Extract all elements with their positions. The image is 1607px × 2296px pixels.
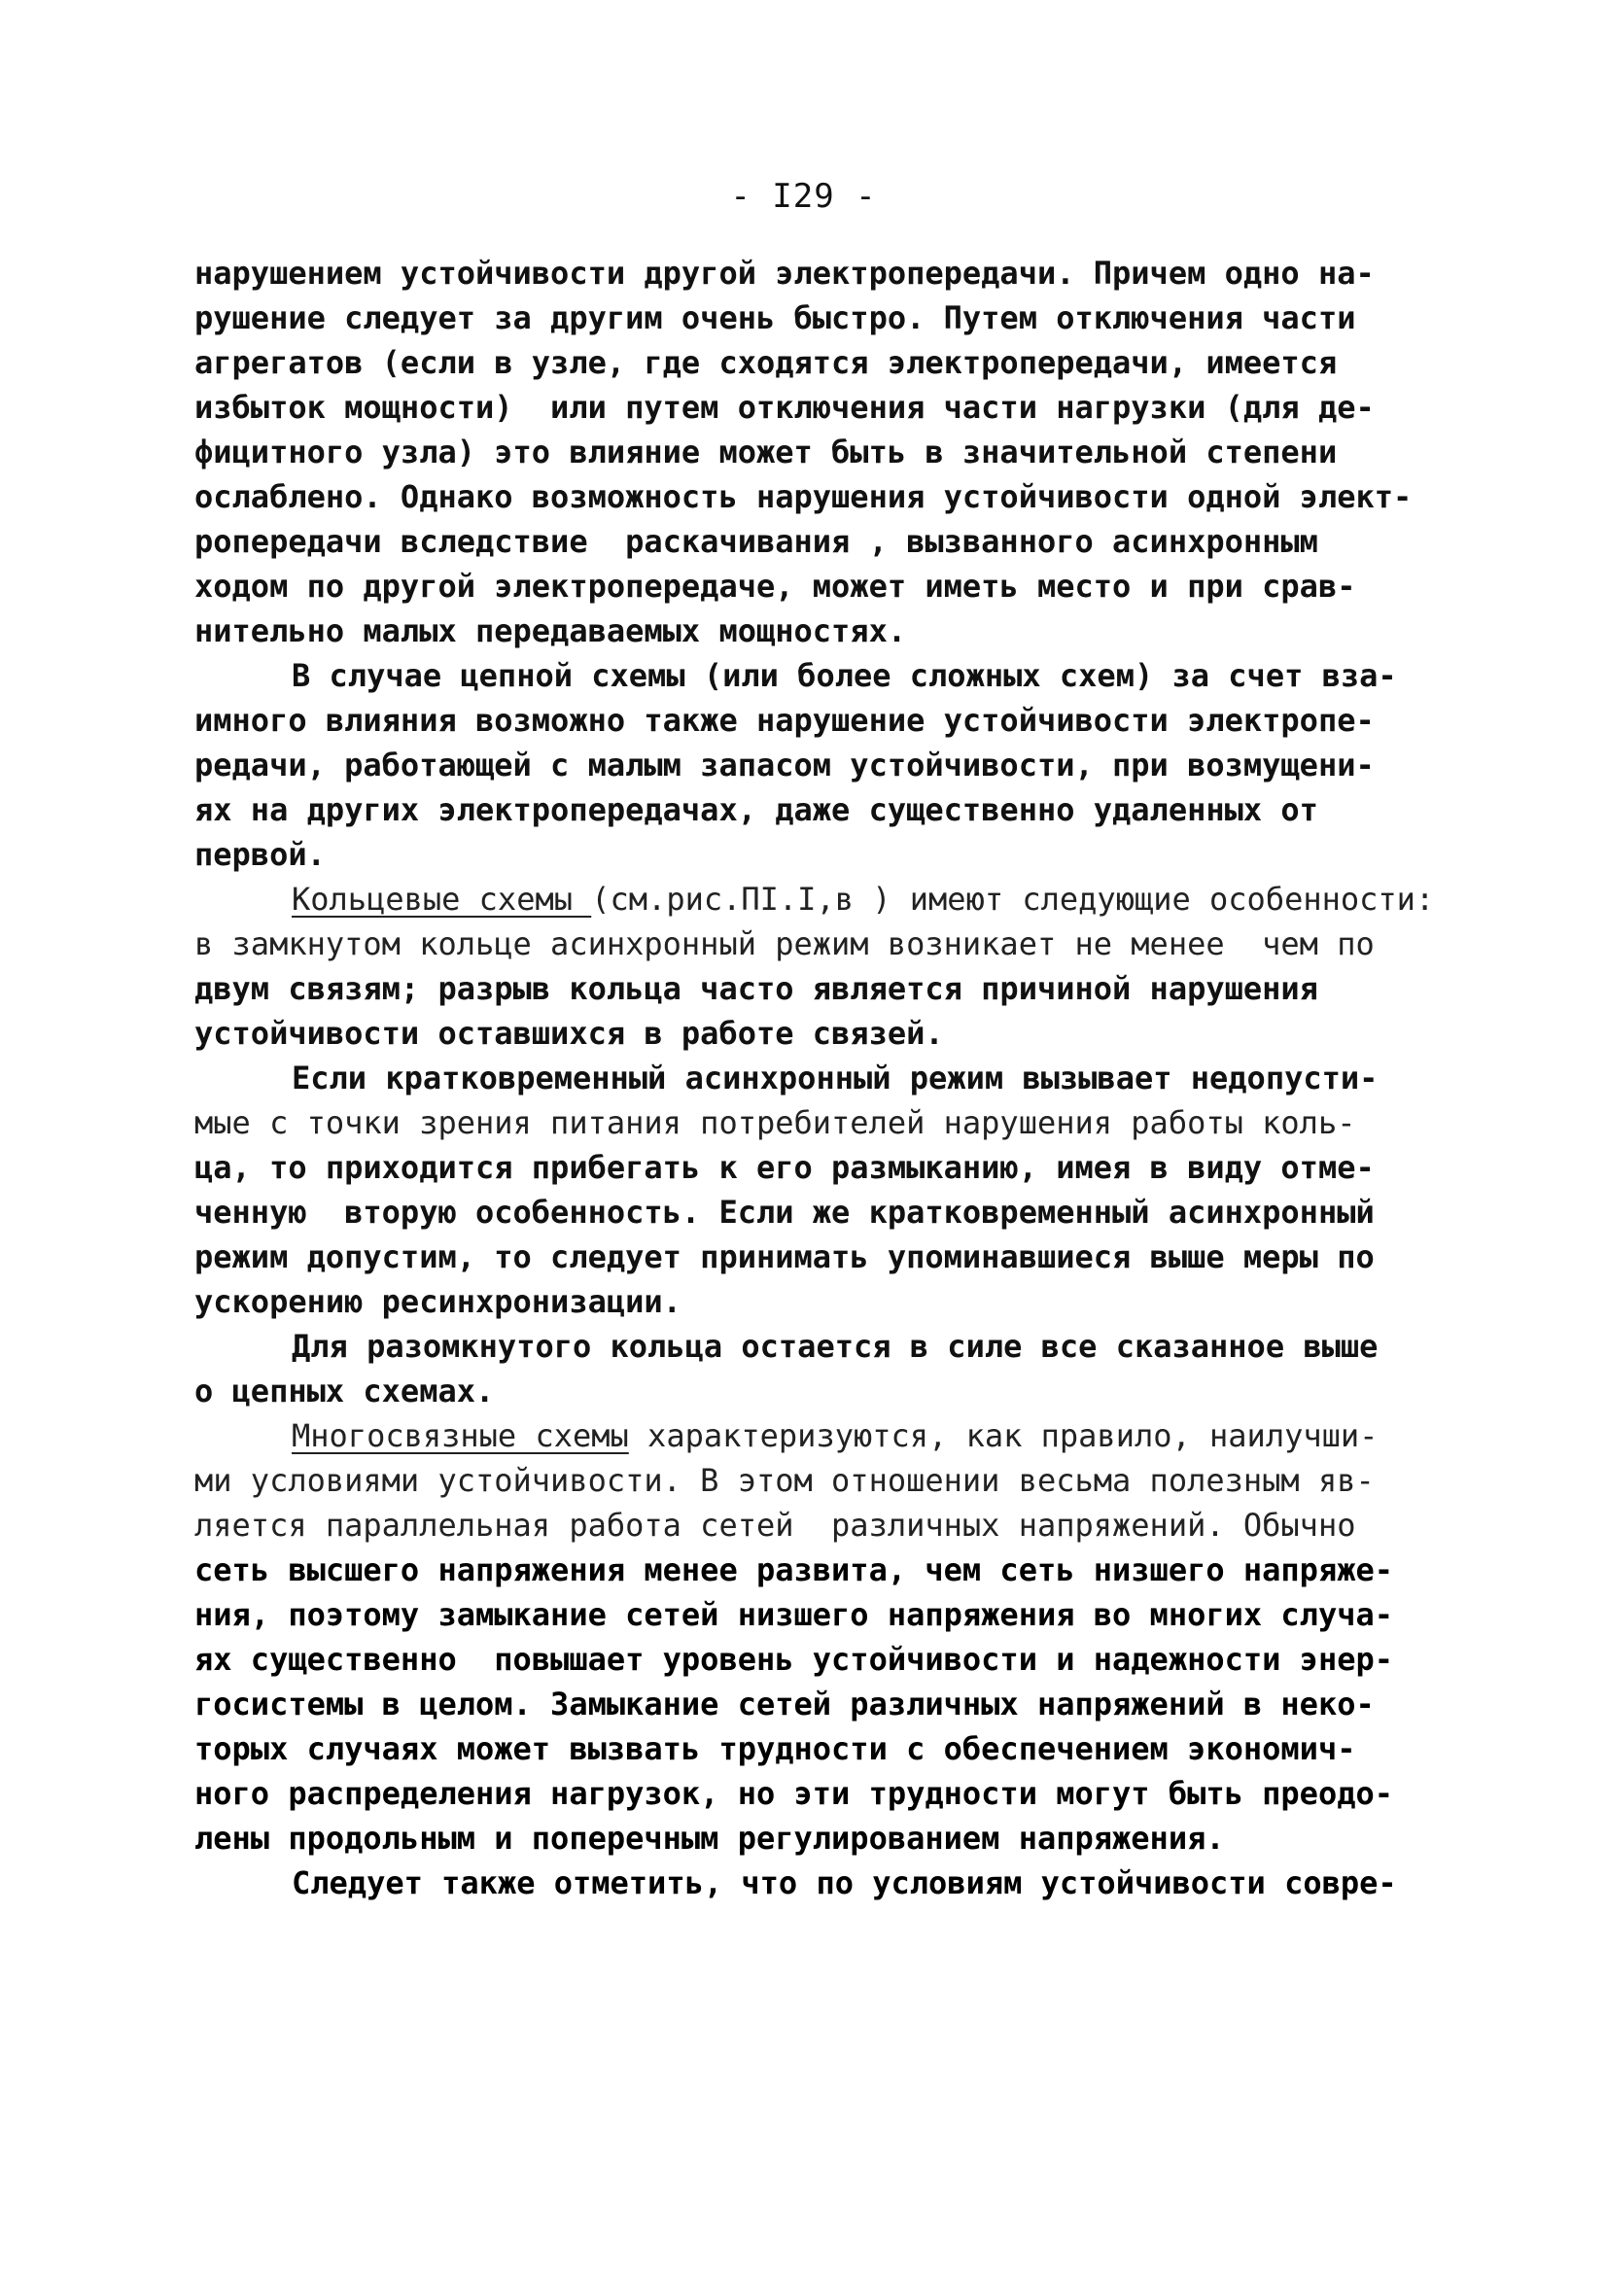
text-line: ченную вторую особенность. Если же кратковременный асинхронный xyxy=(194,1194,1375,1231)
page-number: - I29 - xyxy=(730,177,877,216)
text-line: ускорению ресинхронизации. xyxy=(194,1283,681,1320)
text-line: ослаблено. Однако возможность нарушения устойчивости одной элект- xyxy=(194,478,1413,515)
paragraph-start-line: Если кратковременный асинхронный режим вызывает недопусти- xyxy=(292,1060,1379,1096)
paragraph-start-line xyxy=(194,877,1439,922)
text-segment: характеризуются, как правило, наилучши- xyxy=(628,1417,1379,1454)
text-line: первой. xyxy=(194,836,326,873)
text-line: о цепных схемах. xyxy=(194,1373,495,1409)
ring-schemes-heading: Кольцевые схемы xyxy=(292,881,592,918)
text-line: ца, то приходится прибегать к его размыканию, имея в виду отме- xyxy=(194,1149,1375,1186)
paragraph-start-line: Для разомкнутого кольца остается в силе все сказанное выше xyxy=(292,1328,1379,1365)
text-line: избыток мощности) или путем отключения части нагрузки (для де- xyxy=(194,389,1375,426)
text-line: сеть высшего напряжения менее развита, чем сеть низшего напряже- xyxy=(194,1551,1393,1588)
text-line: ях существенно повышает уровень устойчивости и надежности энер- xyxy=(194,1641,1393,1678)
text-line: устойчивости оставшихся в работе связей. xyxy=(194,1015,944,1052)
text-line: ного распределения нагрузок, но эти трудности могут быть преодо- xyxy=(194,1775,1393,1812)
multi-schemes-heading: Многосвязные схемы xyxy=(292,1417,629,1454)
text-line: агрегатов (если в узле, где сходятся электропередачи, имеется xyxy=(194,344,1338,381)
text-line: фицитного узла) это влияние может быть в значительной степени xyxy=(194,434,1338,470)
text-line: нительно малых передаваемых мощностях. xyxy=(194,612,907,649)
paragraph-start-line: В случае цепной схемы (или более сложных схем) за счет вза- xyxy=(292,657,1397,694)
text-line: мые с точки зрения питания потребителей нарушения работы коль- xyxy=(194,1104,1356,1141)
text-line: ях на других электропередачах, даже существенно удаленных от xyxy=(194,791,1318,828)
body-text xyxy=(194,251,1439,1905)
text-line: режим допустим, то следует принимать упоминавшиеся выше меры по xyxy=(194,1238,1375,1275)
paragraph-start-line: Следует также отметить, что по условиям устойчивости совре- xyxy=(292,1864,1397,1901)
text-line: ми условиями устойчивости. В этом отношении весьма полезным яв- xyxy=(194,1462,1375,1499)
text-line: лены продольным и поперечным регулированием напряжения. xyxy=(194,1820,1225,1857)
text-line: редачи, работающей с малым запасом устойчивости, при возмущени- xyxy=(194,747,1375,783)
text-line: ляется параллельная работа сетей различных напряжений. Обычно xyxy=(194,1507,1356,1544)
text-line: ния, поэтому замыкание сетей низшего напряжения во многих случа- xyxy=(194,1596,1393,1633)
text-line: госистемы в целом. Замыкание сетей различных напряжений в неко- xyxy=(194,1686,1375,1722)
text-line: в замкнутом кольце асинхронный режим возникает не менее чем по xyxy=(194,925,1375,962)
text-line: торых случаях может вызвать трудности с обеспечением экономич- xyxy=(194,1730,1356,1767)
text-segment: (см.рис.ПI.I,в ) имеют следующие особенности: xyxy=(591,881,1435,918)
text-line: нарушением устойчивости другой электропередачи. Причем одно на- xyxy=(194,255,1375,292)
text-line: рушение следует за другим очень быстро. Путем отключения части xyxy=(194,299,1356,336)
text-line: ропередачи вследствие раскачивания , вызванного асинхронным xyxy=(194,523,1318,560)
text-line: двум связям; разрыв кольца часто является причиной нарушения xyxy=(194,970,1318,1007)
paragraph-start-line xyxy=(194,1413,1439,1458)
text-line: имного влияния возможно также нарушение устойчивости электропе- xyxy=(194,702,1375,739)
text-line: ходом по другой электропередаче, может иметь место и при срав- xyxy=(194,568,1356,605)
